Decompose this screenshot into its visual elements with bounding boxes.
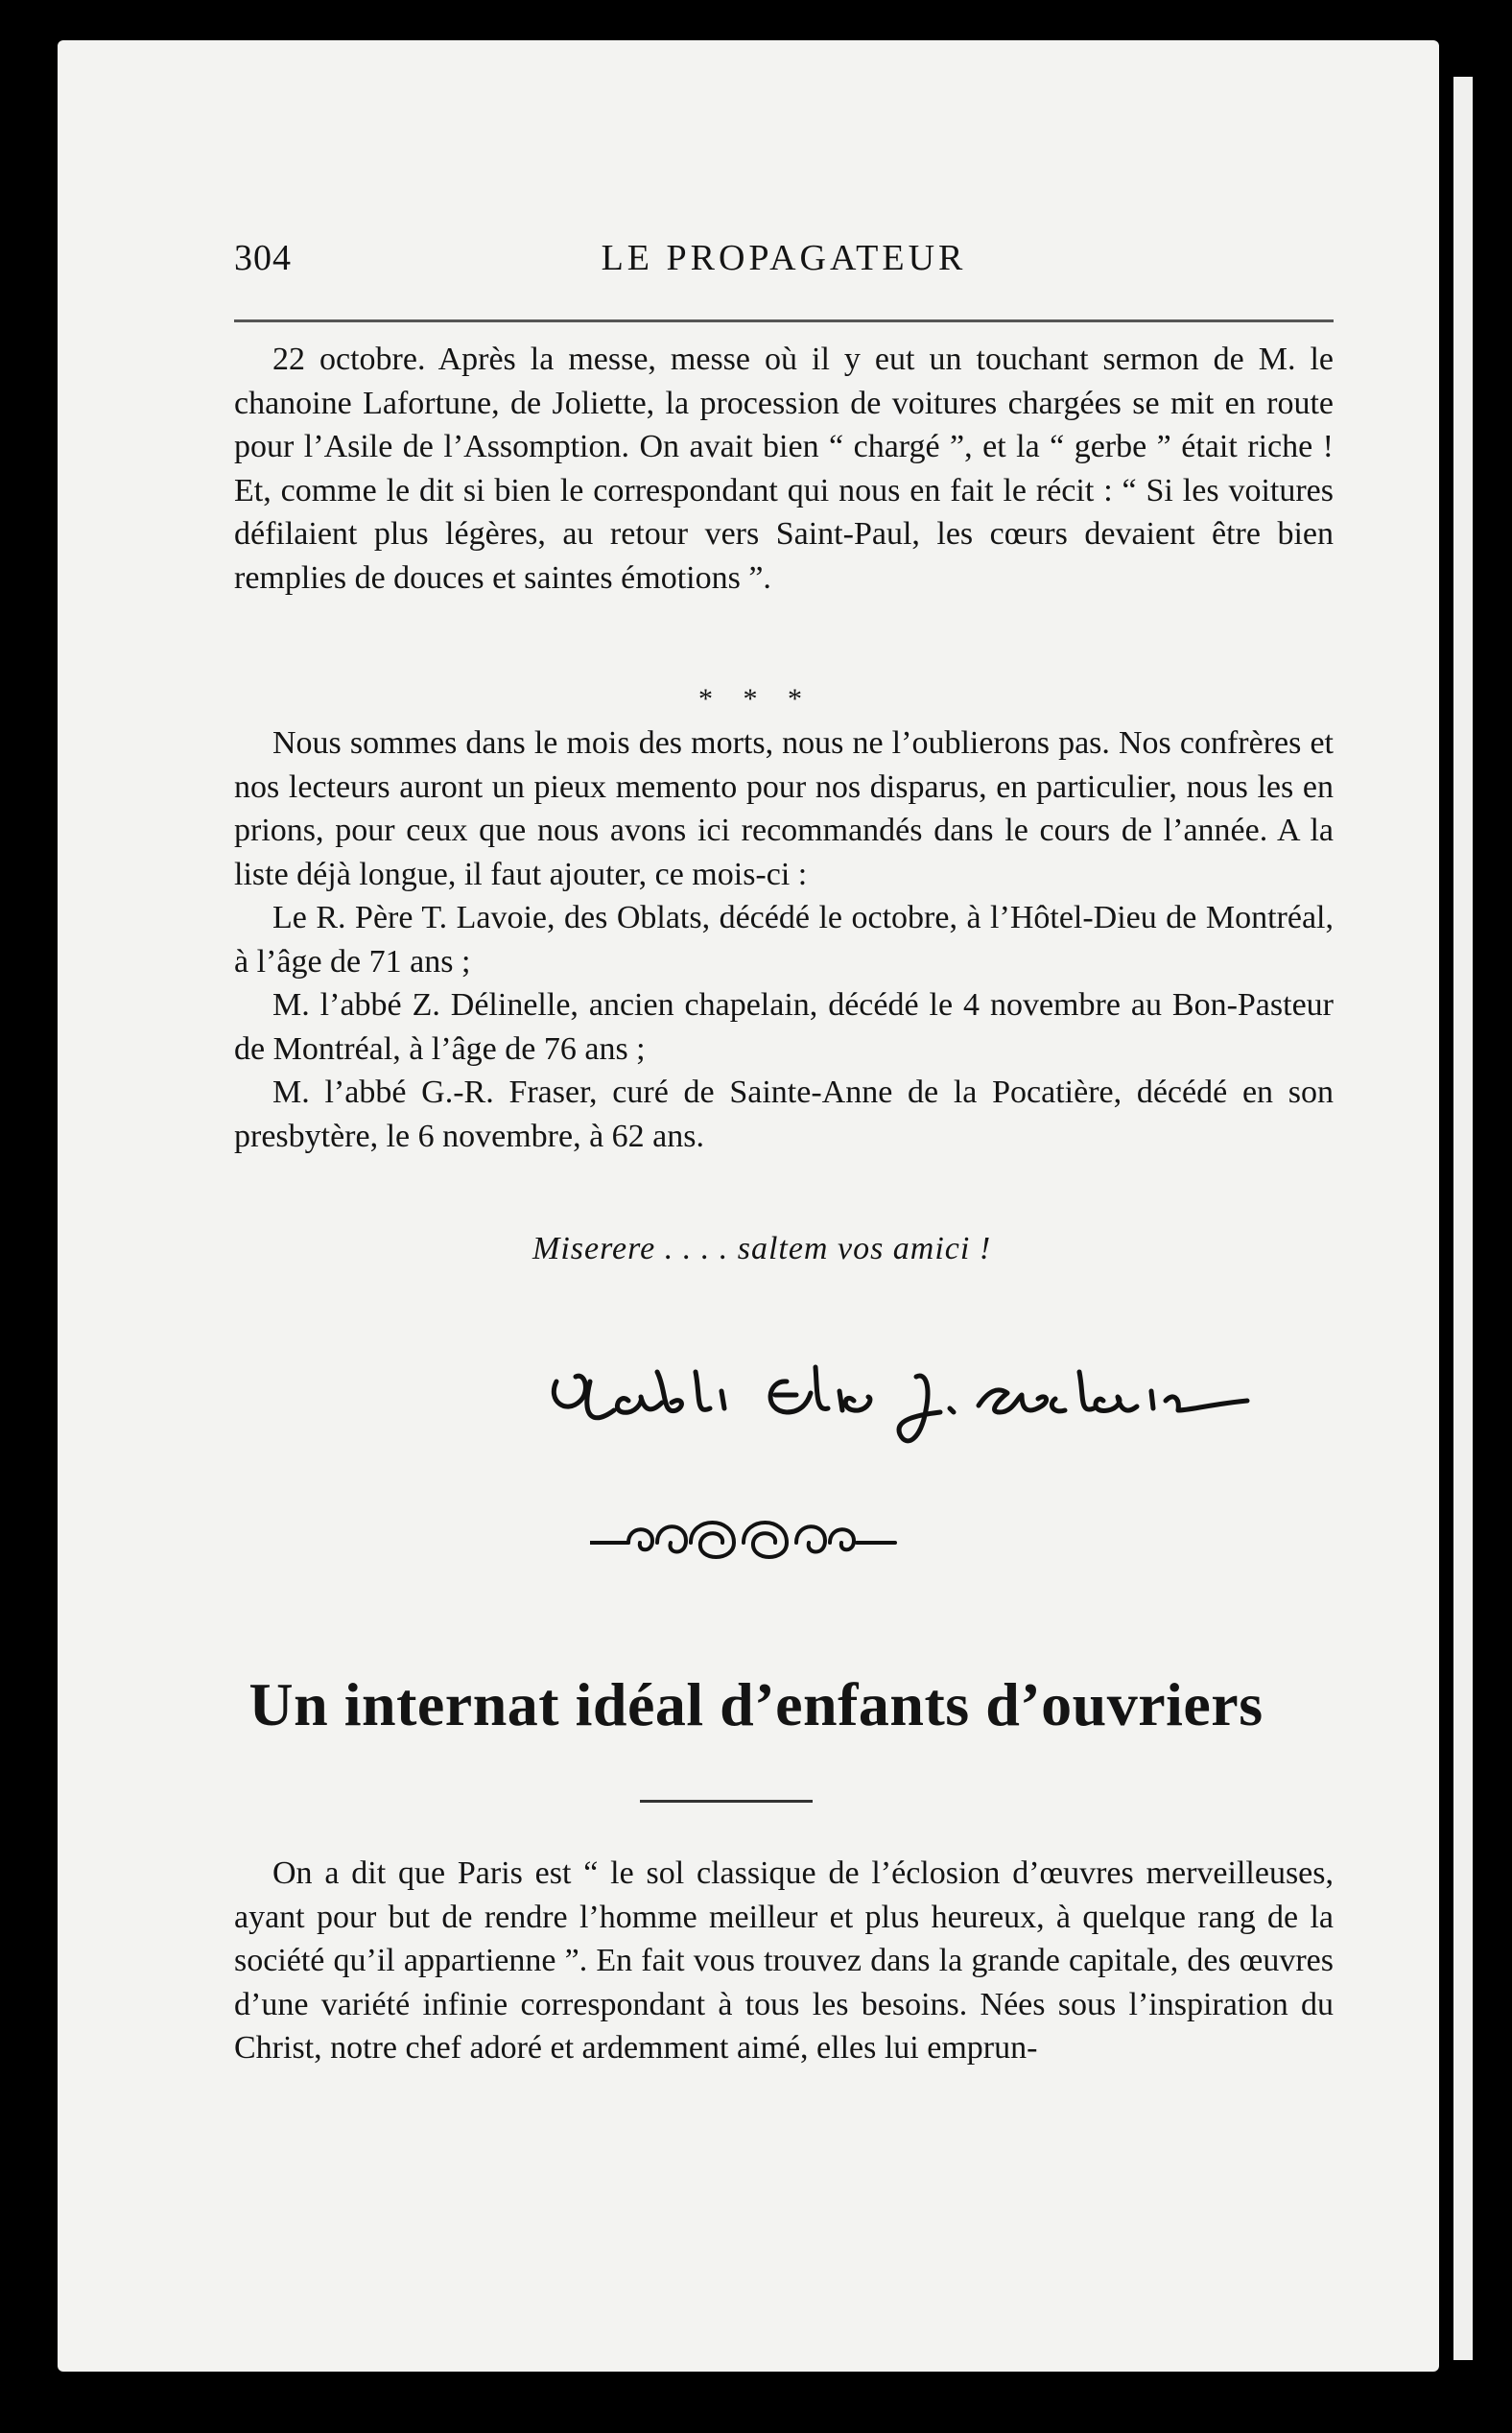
section-paragraph-1 [234, 338, 1334, 600]
running-title: LE PROPAGATEUR [601, 238, 967, 278]
header-rule [234, 319, 1334, 322]
article-body [234, 1852, 1334, 2070]
paragraph-2: Nous sommes dans le mois des morts, nous ne l’oublierons pas. Nos confrères et nos lecteurs auront un pieux memento pour nos disparus, en particulier, nous les en prions, pour ceux que nous avons ici recommandés dans le cours de l’année. A la liste déjà longue, il faut ajouter, ce mois-ci : [234, 725, 1334, 892]
handwritten-signature [537, 1334, 1295, 1458]
title-rule [640, 1800, 813, 1803]
obituary-item: Le R. Père T. Lavoie, des Oblats, décédé le octobre, à l’Hôtel-Dieu de Montréal, à l’âge de 71 ans ; [234, 900, 1334, 980]
paragraph-1: 22 octobre. Après la messe, messe où il y eut un touchant sermon de M. le chanoine Lafortune, de Joliette, la procession de voitures chargées se mit en route pour l’Asile de l’Assomption. On avait bien “ chargé ”, et la “ gerbe ” était riche ! Et, comme le dit si bien le correspondant qui nous en fait le récit : “ Si les voitures défilaient plus légères, au retour vers Saint-Paul, les cœurs devaient être bien remplies de douces et saintes émotions ”. [234, 342, 1334, 596]
decorative-ornament [590, 1506, 974, 1573]
obituary-item: M. l’abbé G.-R. Fraser, curé de Sainte-Anne de la Pocatière, décédé en son presbytère, le 6 novembre, à 62 ans. [234, 1075, 1334, 1154]
facing-page-edge [1453, 77, 1473, 2360]
page-number: 304 [234, 238, 292, 278]
section-paragraph-2 [234, 721, 1334, 1158]
article-paragraph: On a dit que Paris est “ le sol classique de l’éclosion d’œuvres merveilleuses, ayant pour but de rendre l’homme meilleur et plus heureux, à quelque rang de la société qu’il appartienne ”. En fait vous trouvez dans la grande capitale, des œuvres d’une variété infinie correspondant à tous les besoins. Nées sous l’inspiration du Christ, notre chef adoré et ardemment aimé, elles lui emprun- [234, 1855, 1334, 2066]
obituary-item: M. l’abbé Z. Délinelle, ancien chapelain, décédé le 4 novembre au Bon-Pasteur de Montréal, à l’âge de 76 ans ; [234, 987, 1334, 1067]
article-title: Un internat idéal d’enfants d’ouvriers [248, 1670, 1264, 1738]
asterism: * * * [698, 683, 814, 715]
page-header [234, 237, 1334, 285]
closing-line: Miserere . . . . saltem vos amici ! [532, 1231, 992, 1266]
